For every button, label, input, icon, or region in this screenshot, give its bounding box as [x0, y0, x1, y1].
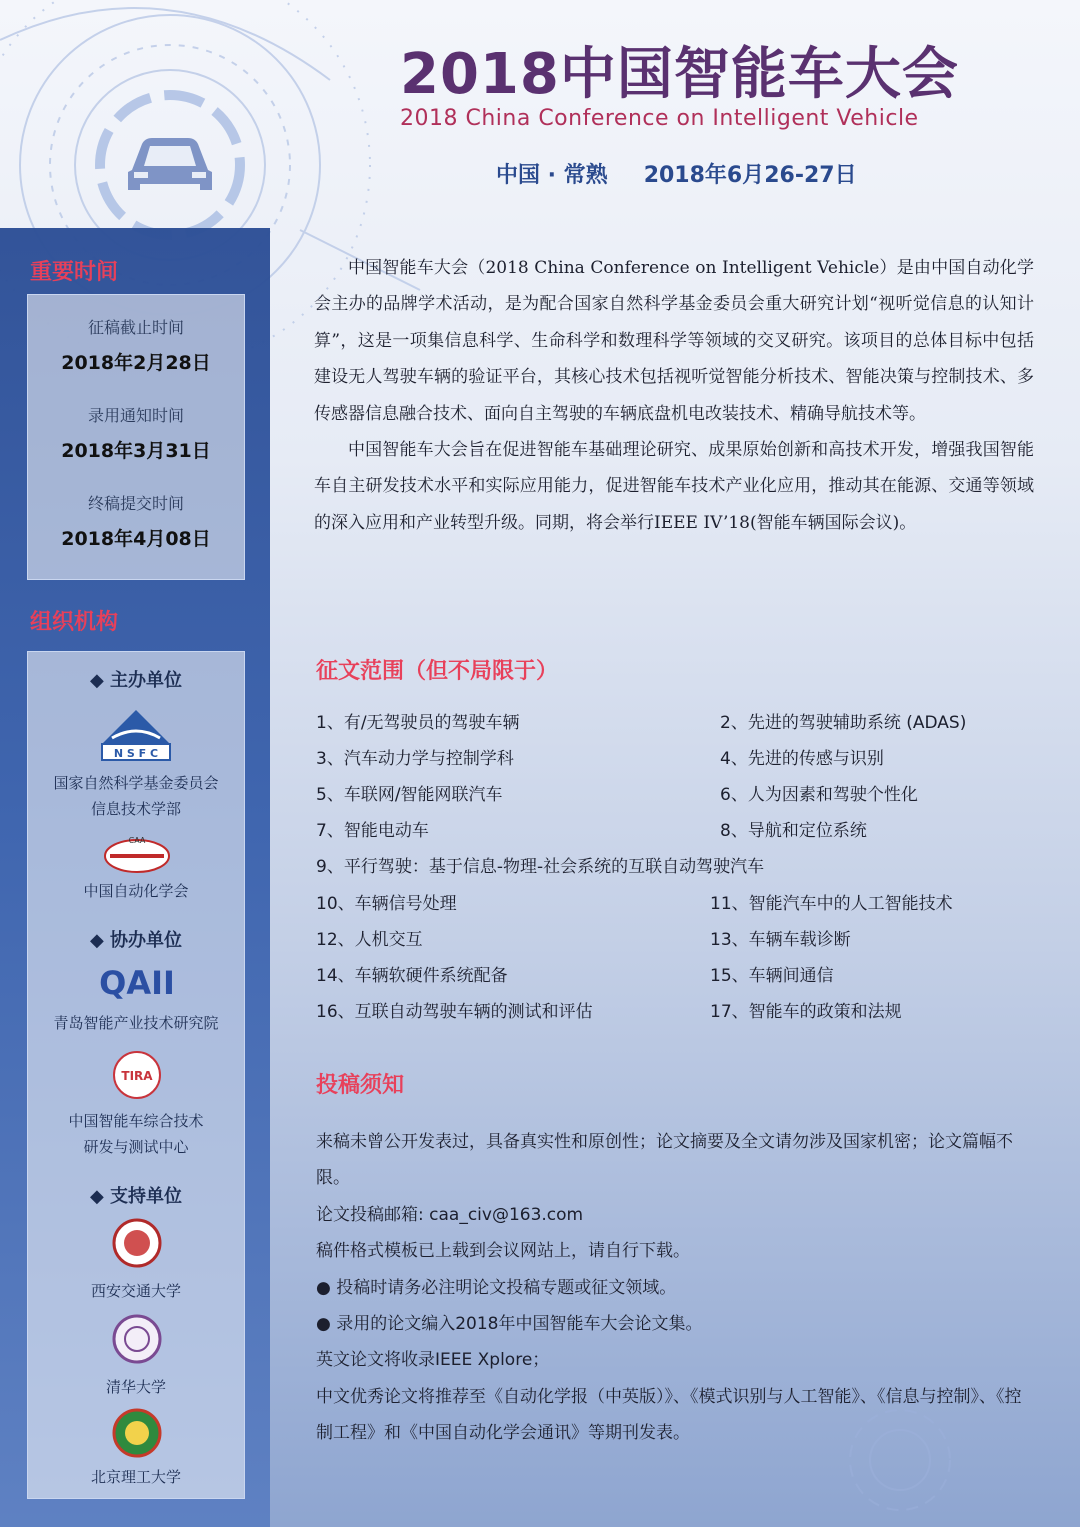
host-2-name: 中国自动化学会: [83, 882, 189, 900]
conference-subtitle: 2018 China Conference on Intelligent Vehicle: [400, 106, 919, 131]
submission-email: 论文投稿邮箱: caa_civ@163.com: [316, 1204, 584, 1225]
topic-item: 6、人为因素和驾驶个性化: [720, 785, 918, 805]
date: 2018年6月26-27日: [643, 163, 857, 188]
car-icon: [120, 130, 220, 200]
deadline-item: [28, 403, 244, 463]
tira-logo-text: TIRA: [121, 1069, 153, 1083]
supporter-heading: ◆ 支持单位: [89, 1186, 183, 1207]
topic-item: 10、车辆信号处理: [316, 894, 457, 914]
location: 中国 · 常熟: [496, 163, 608, 188]
deadline-label: 终稿提交时间: [87, 494, 184, 513]
submission-bullet: ● 投稿时请务必注明论文投稿专题或征文领域。: [316, 1277, 677, 1298]
submission-title: 投稿须知: [316, 1073, 405, 1098]
topic-item: 2、先进的驾驶辅助系统 (ADAS): [720, 713, 967, 733]
deadline-date: 2018年2月28日: [61, 352, 211, 374]
host-1-name-line1: 国家自然科学基金委员会: [53, 774, 219, 792]
intro-paragraph-1: 中国智能车大会（2018 China Conference on Intelligent Vehicle）是由中国自动化学会主办的品牌学术活动，是为配合国家自然科学基金委员会重大研究计划“视听觉信息的认知计算”，这是一项集信息科学、生命科学和数理科学等领域的交叉研究。该项目的总体目标中包括建设无人驾驶车辆的验证平台，其核心技术包括视听觉智能分析技术、智能决策与控制技术、多传感器信息融合技术、面向自主驾驶的车辆底盘机电改装技术、精确导航技术等。: [314, 258, 1034, 424]
topic-item: 15、车辆间通信: [710, 966, 834, 986]
supporter-3-name: 北京理工大学: [90, 1468, 181, 1486]
tsinghua-seal-icon: [112, 1314, 162, 1364]
supporter-1-name: 西安交通大学: [90, 1282, 181, 1300]
tira-logo-icon: [112, 1050, 162, 1100]
co-organizer-heading: ◆ 协办单位: [89, 930, 183, 951]
submission-line: 来稿未曾公开发表过，具备真实性和原创性；论文摘要及全文请勿涉及国家机密；论文篇幅不限。: [316, 1132, 1013, 1189]
xjtu-seal-icon: [112, 1218, 162, 1268]
co-organizer-1-name: 青岛智能产业技术研究院: [53, 1014, 219, 1032]
bit-seal-icon: [112, 1408, 162, 1458]
deadline-date: 2018年3月31日: [61, 440, 211, 462]
location-date: [496, 158, 857, 189]
topic-item: 5、车联网/智能网联汽车: [316, 785, 503, 805]
topic-item: 13、车辆车载诊断: [710, 930, 851, 950]
topic-item: 7、智能电动车: [316, 821, 429, 841]
caa-logo-icon: [102, 834, 172, 874]
topics-title: 征文范围（但不局限于）: [316, 659, 559, 684]
topic-item: 4、先进的传感与识别: [720, 749, 884, 769]
deadline-label: 录用通知时间: [87, 406, 184, 425]
deadlines-box: [27, 294, 245, 580]
co-organizer-2-name-line1: 中国智能车综合技术: [68, 1112, 204, 1130]
deadline-date: 2018年4月08日: [61, 528, 211, 550]
topic-item: 8、导航和定位系统: [720, 821, 867, 841]
topic-item: 17、智能车的政策和法规: [710, 1002, 902, 1022]
topic-item: 12、人机交互: [316, 930, 423, 950]
host-heading: ◆ 主办单位: [89, 670, 183, 691]
topic-item: 16、互联自动驾驶车辆的测试和评估: [316, 1002, 593, 1022]
submission-bullet: ● 录用的论文编入2018年中国智能车大会论文集。: [316, 1314, 703, 1335]
deadline-item: [28, 315, 244, 375]
organizations-title: 组织机构: [30, 610, 119, 635]
topic-item: 3、汽车动力学与控制学科: [316, 749, 514, 769]
submission-line: 中文优秀论文将推荐至《自动化学报（中英版）》、《模式识别与人工智能》、《信息与控制》、《控制工程》和《中国自动化学会通讯》等期刊发表。: [316, 1386, 1022, 1444]
organizations-box: [27, 651, 245, 1499]
submission-line: 稿件格式模板已上载到会议网站上，请自行下载。: [316, 1241, 690, 1262]
deadline-item: [28, 491, 244, 551]
deadline-label: 征稿截止时间: [87, 318, 184, 337]
qaii-logo-icon: [88, 964, 186, 1000]
supporter-2-name: 清华大学: [105, 1378, 166, 1396]
conference-title: 2018中国智能车大会: [400, 42, 959, 107]
topic-item: 1、有/无驾驶员的驾驶车辆: [316, 713, 520, 733]
topic-item: 11、智能汽车中的人工智能技术: [710, 894, 953, 914]
intro-paragraph-2: 中国智能车大会旨在促进智能车基础理论研究、成果原始创新和高技术开发，增强我国智能车自主研发技术水平和实际应用能力，促进智能车技术产业化应用，推动其在能源、交通等领域的深入应用和产业转型升级。同期，将会举行IEEE IV’18(智能车辆国际会议)。: [314, 440, 1034, 533]
qaii-logo-text: QAII: [99, 964, 175, 1000]
topic-item: 14、车辆软硬件系统配备: [316, 966, 508, 986]
host-1-name-line2: 信息技术学部: [90, 800, 181, 818]
co-organizer-2-name-line2: 研发与测试中心: [83, 1138, 189, 1156]
introduction: [314, 250, 1034, 541]
nsfc-logo-text: N S F C: [113, 747, 159, 760]
deadlines-title: 重要时间: [30, 260, 119, 285]
caa-logo-text: CAA: [128, 836, 146, 845]
submission-line: 英文论文将收录IEEE Xplore；: [316, 1350, 550, 1371]
topic-item: 9、平行驾驶：基于信息-物理-社会系统的互联自动驾驶汽车: [316, 857, 765, 877]
submission-notes: [316, 1124, 1034, 1452]
nsfc-logo-icon: [98, 708, 174, 762]
header: [400, 40, 960, 131]
